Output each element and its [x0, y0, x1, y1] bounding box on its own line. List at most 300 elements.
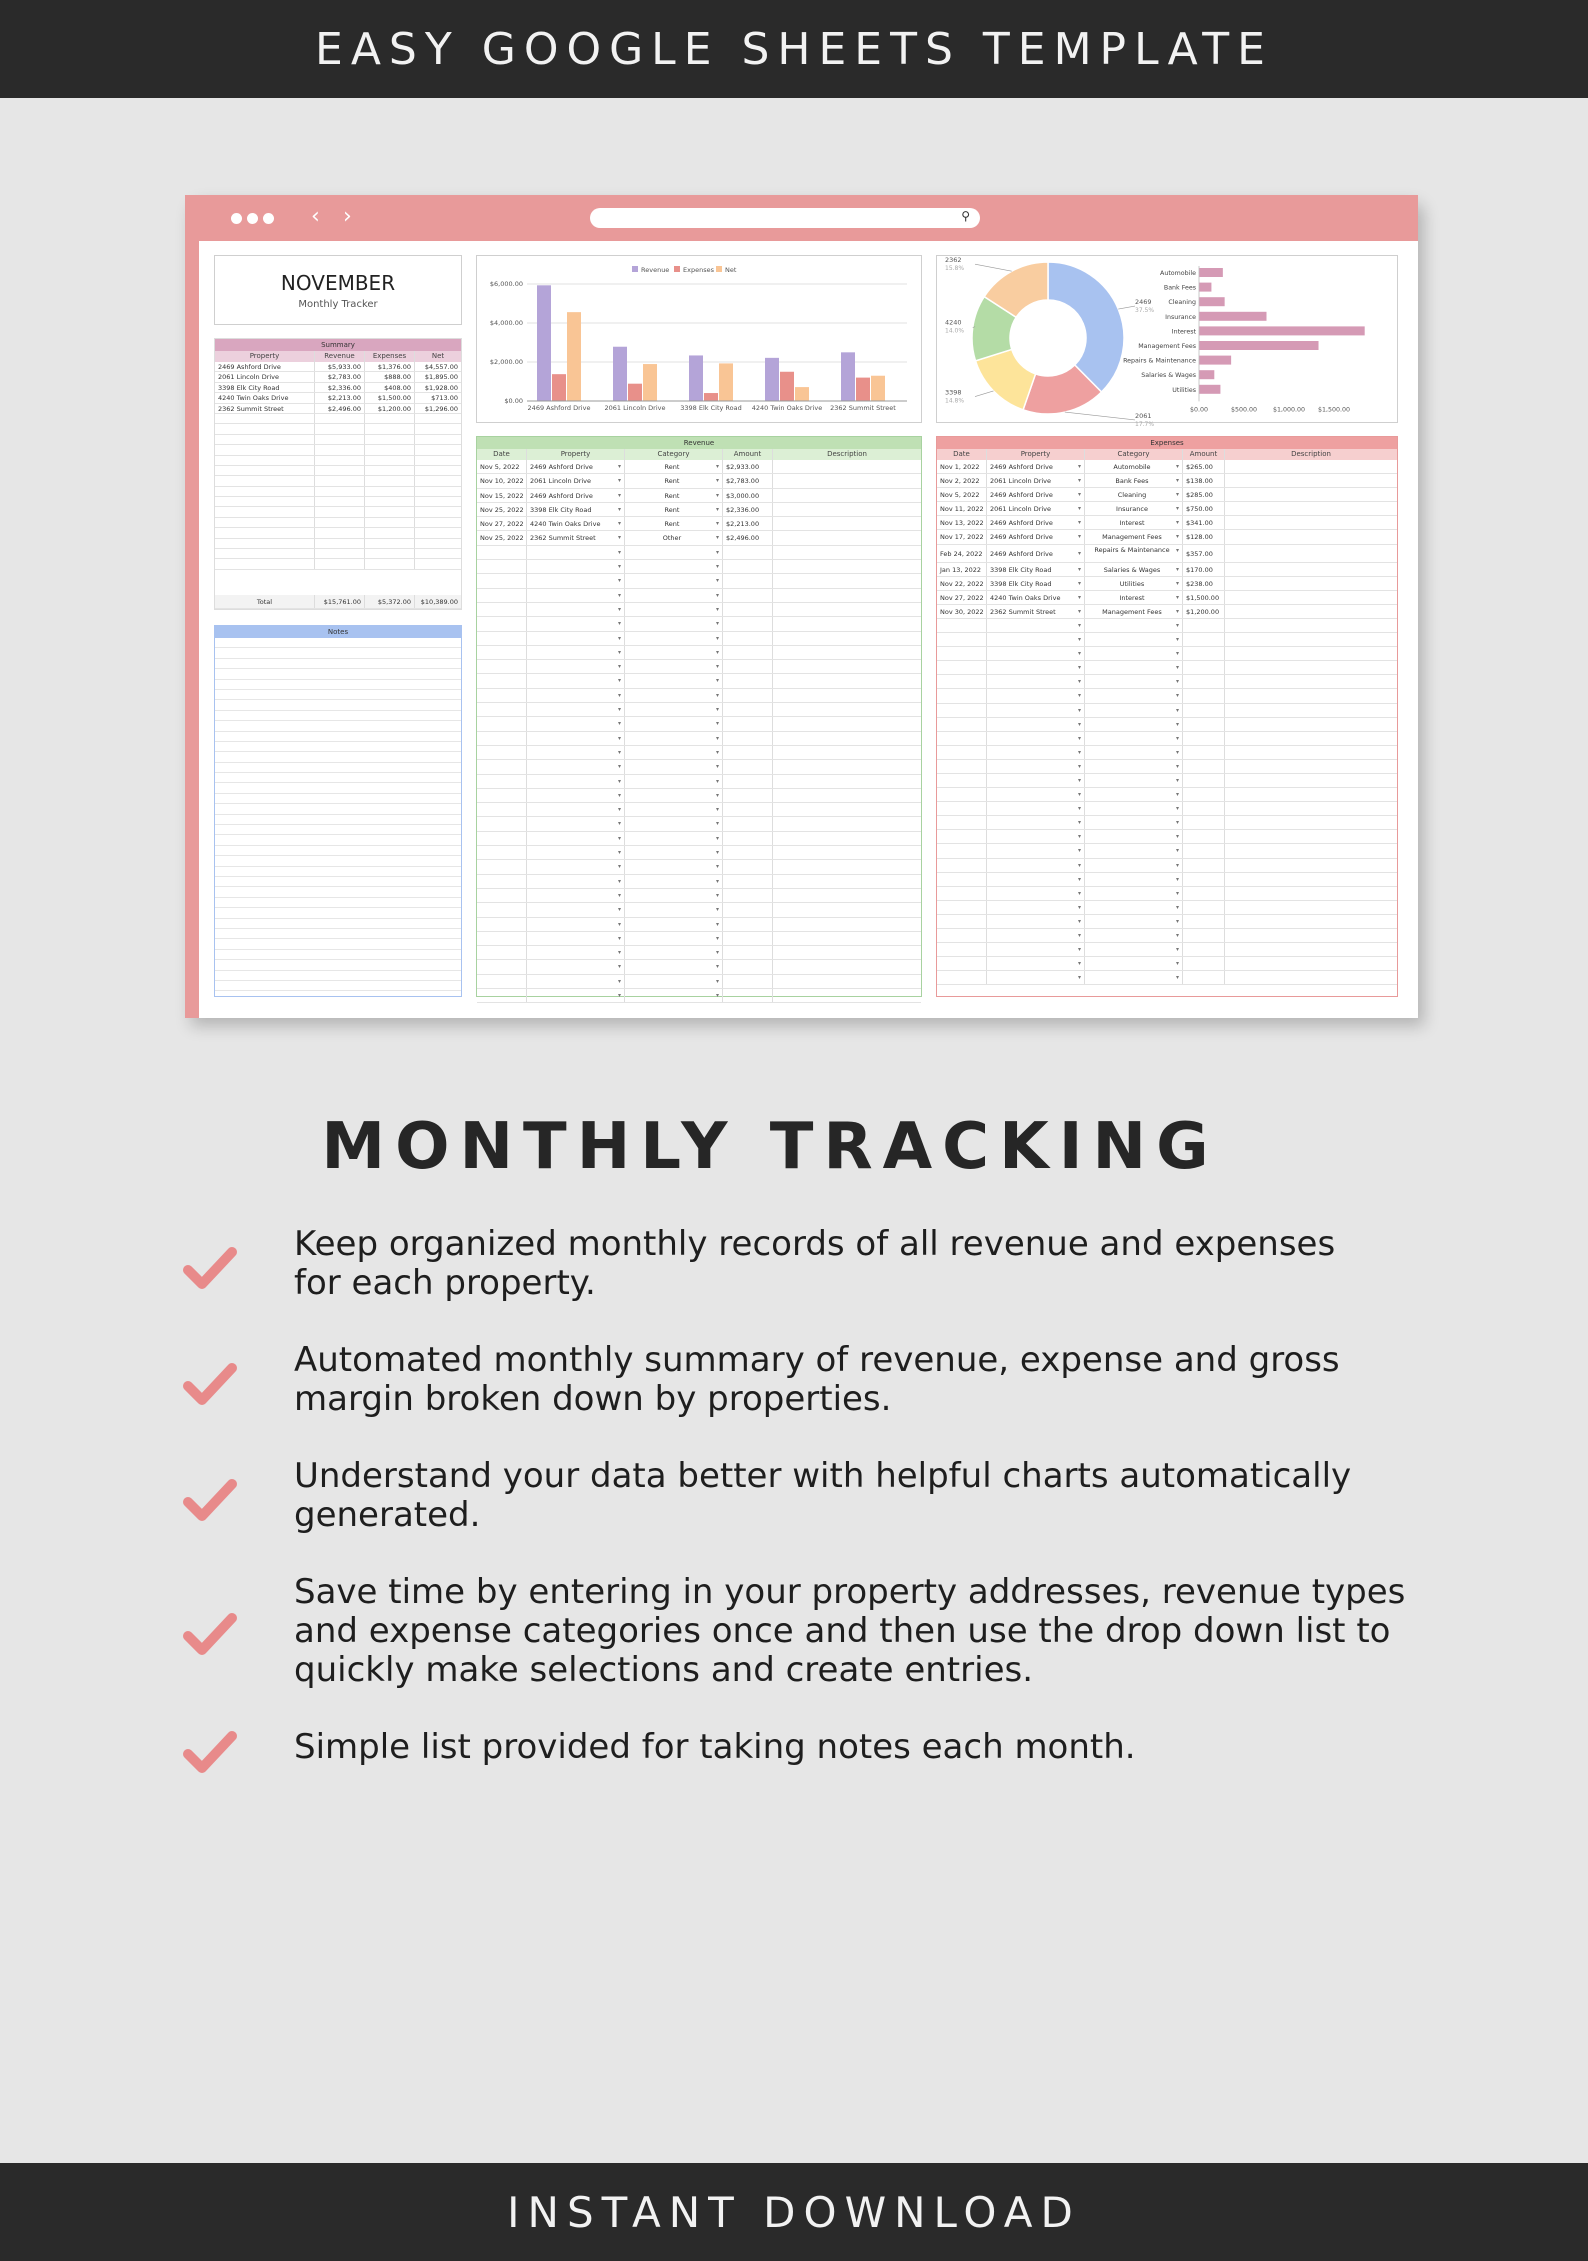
- dropdown-arrow-icon[interactable]: ▾: [715, 591, 719, 599]
- table-row[interactable]: [477, 903, 921, 917]
- dropdown-arrow-icon[interactable]: ▾: [1077, 833, 1081, 841]
- table-row[interactable]: [937, 915, 1397, 929]
- dropdown-arrow-icon[interactable]: ▾: [1077, 593, 1081, 601]
- table-row[interactable]: [937, 774, 1397, 788]
- note-line[interactable]: [215, 752, 461, 762]
- revenue-cell-property[interactable]: [527, 832, 625, 845]
- table-row[interactable]: [477, 975, 921, 989]
- dropdown-arrow-icon[interactable]: ▾: [617, 777, 621, 785]
- revenue-cell-amount[interactable]: [723, 932, 773, 945]
- expenses-cell-description[interactable]: [1225, 746, 1397, 759]
- revenue-cell-category[interactable]: [625, 517, 723, 530]
- revenue-cell-amount[interactable]: $3,000.00: [723, 489, 773, 502]
- table-row[interactable]: [477, 603, 921, 617]
- table-row[interactable]: [937, 816, 1397, 830]
- expenses-cell-description[interactable]: [1225, 516, 1397, 529]
- table-row[interactable]: [937, 943, 1397, 957]
- dropdown-arrow-icon[interactable]: ▾: [715, 463, 719, 470]
- expenses-cell-property[interactable]: [987, 530, 1085, 543]
- table-row[interactable]: [937, 619, 1397, 633]
- revenue-cell-amount[interactable]: [723, 960, 773, 973]
- dropdown-arrow-icon[interactable]: ▾: [617, 991, 621, 999]
- expenses-cell-description[interactable]: [1225, 577, 1397, 590]
- revenue-cell-amount[interactable]: [723, 617, 773, 630]
- dropdown-arrow-icon[interactable]: ▾: [1077, 491, 1081, 499]
- dropdown-arrow-icon[interactable]: ▾: [1077, 692, 1081, 700]
- revenue-cell-date[interactable]: [477, 860, 527, 873]
- expenses-cell-category[interactable]: [1085, 929, 1183, 942]
- expenses-cell-category[interactable]: [1085, 943, 1183, 956]
- table-row[interactable]: [937, 474, 1397, 488]
- revenue-cell-amount[interactable]: [723, 860, 773, 873]
- dropdown-arrow-icon[interactable]: ▾: [1175, 734, 1179, 742]
- expenses-cell-category[interactable]: [1085, 844, 1183, 857]
- revenue-cell-date[interactable]: [477, 889, 527, 902]
- dropdown-arrow-icon[interactable]: ▾: [1175, 946, 1179, 954]
- revenue-cell-description[interactable]: [773, 632, 921, 645]
- dropdown-arrow-icon[interactable]: ▾: [1077, 533, 1081, 541]
- revenue-cell-amount[interactable]: [723, 903, 773, 916]
- revenue-cell-date[interactable]: [477, 646, 527, 659]
- dropdown-arrow-icon[interactable]: ▾: [1175, 706, 1179, 714]
- window-dot-icon[interactable]: [263, 213, 274, 224]
- expenses-cell-amount[interactable]: [1183, 647, 1225, 660]
- table-row[interactable]: [937, 563, 1397, 577]
- dropdown-arrow-icon[interactable]: ▾: [617, 620, 621, 628]
- revenue-cell-property[interactable]: [527, 617, 625, 630]
- note-line[interactable]: [215, 690, 461, 700]
- note-line[interactable]: [215, 919, 461, 929]
- expenses-cell-amount[interactable]: [1183, 732, 1225, 745]
- expenses-cell-property[interactable]: [987, 545, 1085, 562]
- revenue-cell-category[interactable]: [625, 975, 723, 988]
- revenue-cell-amount[interactable]: [723, 789, 773, 802]
- table-row[interactable]: [477, 674, 921, 688]
- revenue-cell-amount[interactable]: [723, 832, 773, 845]
- expenses-cell-description[interactable]: [1225, 661, 1397, 674]
- revenue-cell-category[interactable]: [625, 489, 723, 502]
- revenue-cell-date[interactable]: [477, 732, 527, 745]
- revenue-cell-description[interactable]: [773, 589, 921, 602]
- expenses-cell-date[interactable]: Nov 22, 2022: [937, 577, 987, 590]
- revenue-cell-property[interactable]: [527, 975, 625, 988]
- revenue-cell-category[interactable]: [625, 732, 723, 745]
- table-row[interactable]: [937, 530, 1397, 544]
- revenue-cell-category[interactable]: [625, 503, 723, 516]
- note-line[interactable]: [215, 929, 461, 939]
- dropdown-arrow-icon[interactable]: ▾: [715, 706, 719, 714]
- revenue-cell-date[interactable]: [477, 817, 527, 830]
- dropdown-arrow-icon[interactable]: ▾: [1175, 650, 1179, 658]
- dropdown-arrow-icon[interactable]: ▾: [617, 605, 621, 613]
- revenue-cell-description[interactable]: [773, 803, 921, 816]
- note-line[interactable]: [215, 867, 461, 877]
- expenses-cell-description[interactable]: [1225, 957, 1397, 970]
- expenses-cell-date[interactable]: [937, 901, 987, 914]
- expenses-cell-category[interactable]: [1085, 460, 1183, 473]
- expenses-cell-description[interactable]: [1225, 802, 1397, 815]
- revenue-cell-amount[interactable]: [723, 760, 773, 773]
- revenue-cell-description[interactable]: [773, 503, 921, 516]
- dropdown-arrow-icon[interactable]: ▾: [617, 691, 621, 699]
- revenue-cell-date[interactable]: [477, 546, 527, 559]
- expenses-cell-category[interactable]: [1085, 605, 1183, 618]
- dropdown-arrow-icon[interactable]: ▾: [1175, 607, 1179, 615]
- expenses-cell-description[interactable]: [1225, 605, 1397, 618]
- table-row[interactable]: [477, 775, 921, 789]
- revenue-cell-category[interactable]: [625, 674, 723, 687]
- dropdown-arrow-icon[interactable]: ▾: [715, 620, 719, 628]
- expenses-cell-description[interactable]: [1225, 488, 1397, 501]
- revenue-cell-property[interactable]: [527, 674, 625, 687]
- revenue-cell-amount[interactable]: [723, 703, 773, 716]
- revenue-cell-property[interactable]: [527, 517, 625, 530]
- expenses-cell-description[interactable]: [1225, 901, 1397, 914]
- expenses-cell-property[interactable]: [987, 760, 1085, 773]
- note-line[interactable]: [215, 887, 461, 897]
- note-line[interactable]: [215, 659, 461, 669]
- dropdown-arrow-icon[interactable]: ▾: [617, 463, 621, 470]
- revenue-cell-description[interactable]: [773, 746, 921, 759]
- dropdown-arrow-icon[interactable]: ▾: [1077, 791, 1081, 799]
- dropdown-arrow-icon[interactable]: ▾: [1077, 960, 1081, 968]
- dropdown-arrow-icon[interactable]: ▾: [715, 977, 719, 985]
- table-row[interactable]: [937, 718, 1397, 732]
- window-dot-icon[interactable]: [247, 213, 258, 224]
- expenses-cell-description[interactable]: [1225, 816, 1397, 829]
- expenses-cell-date[interactable]: [937, 619, 987, 632]
- table-row[interactable]: [477, 732, 921, 746]
- revenue-cell-property[interactable]: [527, 531, 625, 544]
- expenses-cell-date[interactable]: Nov 5, 2022: [937, 488, 987, 501]
- revenue-cell-amount[interactable]: [723, 574, 773, 587]
- expenses-cell-description[interactable]: [1225, 718, 1397, 731]
- dropdown-arrow-icon[interactable]: ▾: [715, 777, 719, 785]
- revenue-cell-category[interactable]: [625, 717, 723, 730]
- expenses-cell-description[interactable]: [1225, 545, 1397, 562]
- table-row[interactable]: [937, 545, 1397, 563]
- dropdown-arrow-icon[interactable]: ▾: [617, 834, 621, 842]
- dropdown-arrow-icon[interactable]: ▾: [715, 548, 719, 556]
- revenue-cell-description[interactable]: [773, 760, 921, 773]
- revenue-cell-date[interactable]: [477, 775, 527, 788]
- dropdown-arrow-icon[interactable]: ▾: [617, 563, 621, 571]
- expenses-cell-date[interactable]: Feb 24, 2022: [937, 545, 987, 562]
- table-row[interactable]: [937, 516, 1397, 530]
- expenses-cell-category[interactable]: [1085, 760, 1183, 773]
- revenue-cell-date[interactable]: [477, 574, 527, 587]
- dropdown-arrow-icon[interactable]: ▾: [1175, 819, 1179, 827]
- dropdown-arrow-icon[interactable]: ▾: [617, 648, 621, 656]
- expenses-cell-category[interactable]: [1085, 577, 1183, 590]
- expenses-cell-amount[interactable]: [1183, 915, 1225, 928]
- expenses-cell-property[interactable]: [987, 901, 1085, 914]
- revenue-cell-amount[interactable]: [723, 632, 773, 645]
- revenue-cell-category[interactable]: [625, 560, 723, 573]
- expenses-cell-category[interactable]: [1085, 746, 1183, 759]
- expenses-cell-amount[interactable]: [1183, 746, 1225, 759]
- dropdown-arrow-icon[interactable]: ▾: [715, 891, 719, 899]
- note-line[interactable]: [215, 877, 461, 887]
- expenses-cell-category[interactable]: [1085, 957, 1183, 970]
- table-row[interactable]: [477, 717, 921, 731]
- revenue-cell-category[interactable]: [625, 817, 723, 830]
- note-line[interactable]: [215, 732, 461, 742]
- revenue-cell-date[interactable]: [477, 560, 527, 573]
- revenue-cell-description[interactable]: [773, 460, 921, 473]
- revenue-cell-category[interactable]: [625, 903, 723, 916]
- revenue-cell-amount[interactable]: $2,496.00: [723, 531, 773, 544]
- dropdown-arrow-icon[interactable]: ▾: [715, 849, 719, 857]
- revenue-cell-date[interactable]: [477, 589, 527, 602]
- expenses-cell-category[interactable]: [1085, 732, 1183, 745]
- revenue-cell-date[interactable]: Nov 5, 2022: [477, 460, 527, 473]
- revenue-cell-category[interactable]: [625, 474, 723, 487]
- revenue-cell-property[interactable]: [527, 932, 625, 945]
- dropdown-arrow-icon[interactable]: ▾: [617, 791, 621, 799]
- revenue-cell-description[interactable]: [773, 560, 921, 573]
- expenses-cell-property[interactable]: [987, 460, 1085, 473]
- revenue-cell-property[interactable]: [527, 817, 625, 830]
- revenue-cell-description[interactable]: [773, 989, 921, 1002]
- revenue-cell-property[interactable]: [527, 603, 625, 616]
- expenses-cell-date[interactable]: [937, 816, 987, 829]
- dropdown-arrow-icon[interactable]: ▾: [715, 877, 719, 885]
- table-row[interactable]: [477, 703, 921, 717]
- dropdown-arrow-icon[interactable]: ▾: [1175, 692, 1179, 700]
- revenue-cell-property[interactable]: [527, 789, 625, 802]
- expenses-cell-description[interactable]: [1225, 704, 1397, 717]
- expenses-cell-category[interactable]: [1085, 530, 1183, 543]
- expenses-cell-amount[interactable]: $1,200.00: [1183, 605, 1225, 618]
- revenue-cell-category[interactable]: [625, 989, 723, 1002]
- window-dot-icon[interactable]: [231, 213, 242, 224]
- table-row[interactable]: [477, 918, 921, 932]
- revenue-cell-date[interactable]: Nov 27, 2022: [477, 517, 527, 530]
- table-row[interactable]: [937, 704, 1397, 718]
- expenses-cell-date[interactable]: [937, 788, 987, 801]
- dropdown-arrow-icon[interactable]: ▾: [1175, 621, 1179, 629]
- expenses-cell-description[interactable]: [1225, 474, 1397, 487]
- expenses-cell-amount[interactable]: [1183, 774, 1225, 787]
- note-line[interactable]: [215, 669, 461, 679]
- revenue-cell-category[interactable]: [625, 603, 723, 616]
- revenue-cell-amount[interactable]: [723, 660, 773, 673]
- note-line[interactable]: [215, 711, 461, 721]
- expenses-cell-property[interactable]: [987, 704, 1085, 717]
- revenue-cell-date[interactable]: Nov 25, 2022: [477, 503, 527, 516]
- expenses-cell-description[interactable]: [1225, 859, 1397, 872]
- dropdown-arrow-icon[interactable]: ▾: [1077, 463, 1081, 470]
- expenses-cell-property[interactable]: [987, 577, 1085, 590]
- revenue-cell-property[interactable]: [527, 746, 625, 759]
- expenses-cell-property[interactable]: [987, 788, 1085, 801]
- expenses-cell-amount[interactable]: [1183, 901, 1225, 914]
- revenue-cell-property[interactable]: [527, 717, 625, 730]
- dropdown-arrow-icon[interactable]: ▾: [617, 491, 621, 499]
- revenue-cell-amount[interactable]: [723, 875, 773, 888]
- expenses-cell-description[interactable]: [1225, 502, 1397, 515]
- revenue-cell-amount[interactable]: [723, 689, 773, 702]
- expenses-cell-date[interactable]: [937, 830, 987, 843]
- revenue-cell-date[interactable]: [477, 803, 527, 816]
- dropdown-arrow-icon[interactable]: ▾: [1175, 791, 1179, 799]
- table-row[interactable]: [477, 646, 921, 660]
- dropdown-arrow-icon[interactable]: ▾: [1175, 678, 1179, 686]
- revenue-cell-amount[interactable]: [723, 918, 773, 931]
- expenses-cell-date[interactable]: [937, 647, 987, 660]
- note-line[interactable]: [215, 763, 461, 773]
- expenses-cell-category[interactable]: [1085, 661, 1183, 674]
- dropdown-arrow-icon[interactable]: ▾: [715, 720, 719, 728]
- revenue-cell-date[interactable]: Nov 15, 2022: [477, 489, 527, 502]
- note-line[interactable]: [215, 981, 461, 991]
- expenses-cell-description[interactable]: [1225, 530, 1397, 543]
- revenue-cell-date[interactable]: [477, 674, 527, 687]
- revenue-cell-description[interactable]: [773, 946, 921, 959]
- expenses-cell-date[interactable]: Nov 30, 2022: [937, 605, 987, 618]
- revenue-cell-description[interactable]: [773, 860, 921, 873]
- dropdown-arrow-icon[interactable]: ▾: [617, 849, 621, 857]
- revenue-cell-description[interactable]: [773, 689, 921, 702]
- expenses-cell-date[interactable]: Nov 27, 2022: [937, 591, 987, 604]
- table-row[interactable]: [937, 689, 1397, 703]
- dropdown-arrow-icon[interactable]: ▾: [715, 963, 719, 971]
- revenue-cell-amount[interactable]: [723, 989, 773, 1002]
- expenses-cell-category[interactable]: [1085, 591, 1183, 604]
- revenue-cell-description[interactable]: [773, 603, 921, 616]
- table-row[interactable]: [937, 577, 1397, 591]
- table-row[interactable]: [937, 957, 1397, 971]
- dropdown-arrow-icon[interactable]: ▾: [1175, 932, 1179, 939]
- expenses-cell-description[interactable]: [1225, 619, 1397, 632]
- revenue-cell-property[interactable]: [527, 646, 625, 659]
- expenses-cell-amount[interactable]: $285.00: [1183, 488, 1225, 501]
- expenses-cell-date[interactable]: [937, 957, 987, 970]
- revenue-cell-category[interactable]: [625, 689, 723, 702]
- expenses-cell-amount[interactable]: $138.00: [1183, 474, 1225, 487]
- table-row[interactable]: [477, 760, 921, 774]
- dropdown-arrow-icon[interactable]: ▾: [715, 920, 719, 928]
- dropdown-arrow-icon[interactable]: ▾: [1077, 664, 1081, 672]
- expenses-cell-property[interactable]: [987, 957, 1085, 970]
- expenses-cell-date[interactable]: [937, 746, 987, 759]
- revenue-cell-property[interactable]: [527, 574, 625, 587]
- dropdown-arrow-icon[interactable]: ▾: [1175, 805, 1179, 813]
- table-row[interactable]: [477, 746, 921, 760]
- dropdown-arrow-icon[interactable]: ▾: [1175, 565, 1179, 573]
- dropdown-arrow-icon[interactable]: ▾: [1077, 946, 1081, 954]
- table-row[interactable]: [937, 675, 1397, 689]
- revenue-cell-date[interactable]: [477, 918, 527, 931]
- dropdown-arrow-icon[interactable]: ▾: [1077, 875, 1081, 883]
- revenue-cell-description[interactable]: [773, 546, 921, 559]
- expenses-cell-date[interactable]: [937, 929, 987, 942]
- expenses-cell-date[interactable]: [937, 915, 987, 928]
- dropdown-arrow-icon[interactable]: ▾: [1175, 917, 1179, 925]
- expenses-cell-property[interactable]: [987, 802, 1085, 815]
- revenue-cell-property[interactable]: [527, 546, 625, 559]
- dropdown-arrow-icon[interactable]: ▾: [1077, 734, 1081, 742]
- dropdown-arrow-icon[interactable]: ▾: [1175, 546, 1179, 554]
- dropdown-arrow-icon[interactable]: ▾: [1077, 847, 1081, 855]
- revenue-cell-date[interactable]: [477, 875, 527, 888]
- revenue-cell-date[interactable]: [477, 789, 527, 802]
- expenses-cell-description[interactable]: [1225, 732, 1397, 745]
- expenses-cell-description[interactable]: [1225, 788, 1397, 801]
- revenue-cell-date[interactable]: [477, 603, 527, 616]
- revenue-cell-property[interactable]: [527, 703, 625, 716]
- dropdown-arrow-icon[interactable]: ▾: [617, 548, 621, 556]
- expenses-cell-property[interactable]: [987, 943, 1085, 956]
- table-row[interactable]: [477, 989, 921, 1003]
- note-line[interactable]: [215, 794, 461, 804]
- expenses-cell-category[interactable]: [1085, 647, 1183, 660]
- expenses-cell-description[interactable]: [1225, 633, 1397, 646]
- revenue-cell-date[interactable]: [477, 660, 527, 673]
- dropdown-arrow-icon[interactable]: ▾: [715, 491, 719, 499]
- dropdown-arrow-icon[interactable]: ▾: [1175, 903, 1179, 911]
- table-row[interactable]: [477, 474, 921, 488]
- expenses-cell-amount[interactable]: [1183, 619, 1225, 632]
- dropdown-arrow-icon[interactable]: ▾: [1077, 549, 1081, 557]
- expenses-cell-property[interactable]: [987, 873, 1085, 886]
- revenue-cell-amount[interactable]: [723, 803, 773, 816]
- revenue-cell-category[interactable]: [625, 531, 723, 544]
- expenses-cell-property[interactable]: [987, 502, 1085, 515]
- expenses-cell-category[interactable]: [1085, 516, 1183, 529]
- expenses-cell-amount[interactable]: [1183, 873, 1225, 886]
- table-row[interactable]: [937, 844, 1397, 858]
- dropdown-arrow-icon[interactable]: ▾: [715, 763, 719, 771]
- dropdown-arrow-icon[interactable]: ▾: [715, 748, 719, 756]
- expenses-cell-date[interactable]: Nov 2, 2022: [937, 474, 987, 487]
- expenses-cell-property[interactable]: [987, 689, 1085, 702]
- expenses-cell-description[interactable]: [1225, 647, 1397, 660]
- table-row[interactable]: [477, 574, 921, 588]
- revenue-cell-category[interactable]: [625, 546, 723, 559]
- expenses-cell-category[interactable]: [1085, 816, 1183, 829]
- expenses-cell-description[interactable]: [1225, 929, 1397, 942]
- dropdown-arrow-icon[interactable]: ▾: [617, 720, 621, 728]
- expenses-cell-date[interactable]: [937, 887, 987, 900]
- dropdown-arrow-icon[interactable]: ▾: [1175, 875, 1179, 883]
- table-row[interactable]: [937, 488, 1397, 502]
- revenue-cell-date[interactable]: [477, 717, 527, 730]
- expenses-cell-amount[interactable]: [1183, 760, 1225, 773]
- expenses-cell-category[interactable]: [1085, 675, 1183, 688]
- revenue-cell-category[interactable]: [625, 889, 723, 902]
- dropdown-arrow-icon[interactable]: ▾: [715, 834, 719, 842]
- revenue-cell-description[interactable]: [773, 531, 921, 544]
- expenses-cell-category[interactable]: [1085, 859, 1183, 872]
- revenue-cell-category[interactable]: [625, 875, 723, 888]
- revenue-cell-property[interactable]: [527, 960, 625, 973]
- table-row[interactable]: [477, 632, 921, 646]
- revenue-cell-property[interactable]: [527, 589, 625, 602]
- table-row[interactable]: [477, 503, 921, 517]
- expenses-cell-amount[interactable]: [1183, 675, 1225, 688]
- dropdown-arrow-icon[interactable]: ▾: [617, 677, 621, 685]
- table-row[interactable]: [477, 803, 921, 817]
- table-row[interactable]: [937, 760, 1397, 774]
- table-row[interactable]: [477, 560, 921, 574]
- revenue-cell-amount[interactable]: [723, 746, 773, 759]
- expenses-cell-property[interactable]: [987, 591, 1085, 604]
- dropdown-arrow-icon[interactable]: ▾: [1077, 805, 1081, 813]
- dropdown-arrow-icon[interactable]: ▾: [617, 520, 621, 528]
- expenses-cell-property[interactable]: [987, 675, 1085, 688]
